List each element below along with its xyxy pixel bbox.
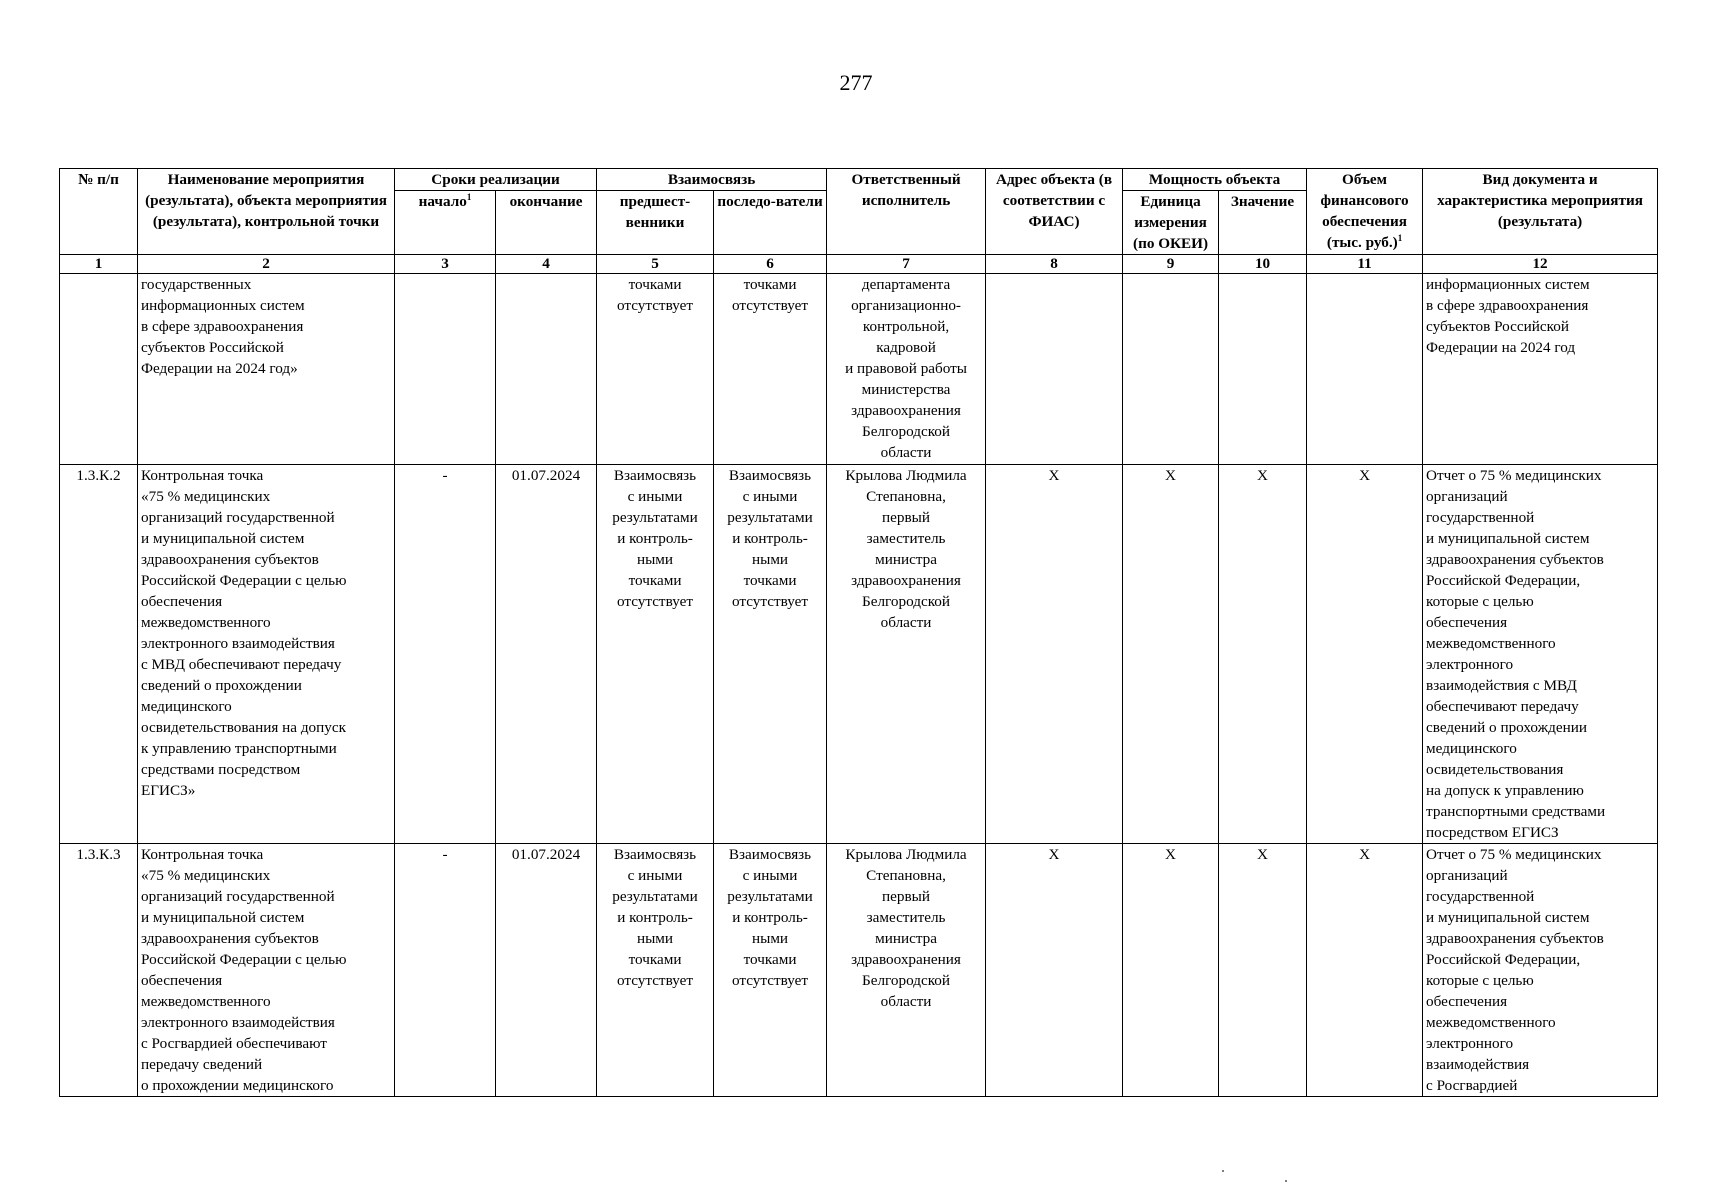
cell-value: X bbox=[1219, 465, 1307, 844]
cell-pred: точками отсутствует bbox=[597, 274, 714, 465]
header-num: № п/п bbox=[60, 169, 138, 255]
table-row bbox=[60, 844, 1658, 1097]
cell-name: Контрольная точка «75 % медицинских организаций государственной и муниципальной систем здравоохранения субъектов Российской Федерации с целью обеспечения межведомственного электронного взаимодействия с Росгвардией обеспечивают передачу сведений о прохождении медицинского bbox=[138, 844, 395, 1097]
cell-addr: X bbox=[986, 465, 1123, 844]
cell-funding: X bbox=[1307, 844, 1423, 1097]
cell-funding bbox=[1307, 274, 1423, 465]
col-number: 12 bbox=[1423, 255, 1658, 274]
cell-resp: департамента организационно- контрольной, кадровой и правовой работы министерства здравоохранения Белгородской области bbox=[827, 274, 986, 465]
header-addr: Адрес объекта (в соответствии с ФИАС) bbox=[986, 169, 1123, 255]
cell-name: государственных информационных систем в сфере здравоохранения субъектов Российской Федерации на 2024 год» bbox=[138, 274, 395, 465]
cell-value bbox=[1219, 274, 1307, 465]
col-number: 11 bbox=[1307, 255, 1423, 274]
header-start bbox=[395, 191, 496, 255]
cell-addr bbox=[986, 274, 1123, 465]
cell-num bbox=[60, 274, 138, 465]
header-funding bbox=[1307, 169, 1423, 255]
table-row bbox=[60, 274, 1658, 465]
cell-resp: Крылова Людмила Степановна, первый заместитель министра здравоохранения Белгородской области bbox=[827, 844, 986, 1097]
cell-succ: точками отсутствует bbox=[714, 274, 827, 465]
col-number: 5 bbox=[597, 255, 714, 274]
header-pred: предшест-венники bbox=[597, 191, 714, 255]
cell-num: 1.3.К.3 bbox=[60, 844, 138, 1097]
header-start-text: начало bbox=[418, 193, 467, 210]
header-doc: Вид документа и характеристика мероприятия (результата) bbox=[1423, 169, 1658, 255]
cell-end bbox=[496, 274, 597, 465]
cell-unit: X bbox=[1123, 844, 1219, 1097]
col-number: 10 bbox=[1219, 255, 1307, 274]
col-number: 7 bbox=[827, 255, 986, 274]
cell-unit: X bbox=[1123, 465, 1219, 844]
cell-doc: Отчет о 75 % медицинских организаций государственной и муниципальной систем здравоохранения субъектов Российской Федерации, которые с целью обеспечения межведомственного электронного взаимодействия с МВД обеспечивают передачу сведений о прохождении медицинского освидетельствования на допуск к управлению транспортными средствами посредством ЕГИСЗ bbox=[1423, 465, 1658, 844]
col-number: 2 bbox=[138, 255, 395, 274]
cell-doc: информационных систем в сфере здравоохранения субъектов Российской Федерации на 2024 год bbox=[1423, 274, 1658, 465]
header-power: Мощность объекта bbox=[1123, 169, 1307, 191]
cell-start bbox=[395, 274, 496, 465]
col-number: 6 bbox=[714, 255, 827, 274]
cell-name: Контрольная точка «75 % медицинских организаций государственной и муниципальной систем здравоохранения субъектов Российской Федерации с целью обеспечения межведомственного электронного взаимодействия с МВД обеспечивают передачу сведений о прохождении медицинского освидетельствования на допуск к управлению транспортными средствами посредством ЕГИСЗ» bbox=[138, 465, 395, 844]
table-row bbox=[60, 465, 1658, 844]
cell-end: 01.07.2024 bbox=[496, 465, 597, 844]
header-succ: последо-ватели bbox=[714, 191, 827, 255]
header-funding-text: Объем финансового обеспечения (тыс. руб.) bbox=[1320, 171, 1409, 251]
col-number: 9 bbox=[1123, 255, 1219, 274]
header-end: окончание bbox=[496, 191, 597, 255]
page-number: 277 bbox=[839, 70, 873, 95]
cell-pred: Взаимосвязь с иными результатами и контроль- ными точками отсутствует bbox=[597, 844, 714, 1097]
cell-unit bbox=[1123, 274, 1219, 465]
cell-doc: Отчет о 75 % медицинских организаций государственной и муниципальной систем здравоохранения субъектов Российской Федерации, которые с целью обеспечения межведомственного электронного взаимодействия с Росгвардией bbox=[1423, 844, 1658, 1097]
header-name: Наименование мероприятия (результата), объекта мероприятия (результата), контрольной точки bbox=[138, 169, 395, 255]
header-link: Взаимосвязь bbox=[597, 169, 827, 191]
header-funding-sup: 1 bbox=[1397, 232, 1403, 243]
col-number: 8 bbox=[986, 255, 1123, 274]
cell-succ: Взаимосвязь с иными результатами и контроль- ными точками отсутствует bbox=[714, 844, 827, 1097]
cell-funding: X bbox=[1307, 465, 1423, 844]
column-number-row bbox=[60, 255, 1658, 274]
cell-end: 01.07.2024 bbox=[496, 844, 597, 1097]
cell-pred: Взаимосвязь с иными результатами и контроль- ными точками отсутствует bbox=[597, 465, 714, 844]
header-value: Значение bbox=[1219, 191, 1307, 255]
scan-artifact bbox=[1285, 1180, 1287, 1182]
header-terms: Сроки реализации bbox=[395, 169, 597, 191]
cell-addr: X bbox=[986, 844, 1123, 1097]
header-resp: Ответственный исполнитель bbox=[827, 169, 986, 255]
plan-table bbox=[59, 168, 1658, 1097]
cell-num: 1.3.К.2 bbox=[60, 465, 138, 844]
header-unit: Единица измерения (по ОКЕИ) bbox=[1123, 191, 1219, 255]
cell-value: X bbox=[1219, 844, 1307, 1097]
col-number: 1 bbox=[60, 255, 138, 274]
cell-succ: Взаимосвязь с иными результатами и контроль- ными точками отсутствует bbox=[714, 465, 827, 844]
scan-artifact bbox=[1222, 1170, 1224, 1172]
col-number: 3 bbox=[395, 255, 496, 274]
cell-resp: Крылова Людмила Степановна, первый заместитель министра здравоохранения Белгородской области bbox=[827, 465, 986, 844]
col-number: 4 bbox=[496, 255, 597, 274]
cell-start: - bbox=[395, 844, 496, 1097]
header-start-sup: 1 bbox=[466, 191, 472, 202]
cell-start: - bbox=[395, 465, 496, 844]
